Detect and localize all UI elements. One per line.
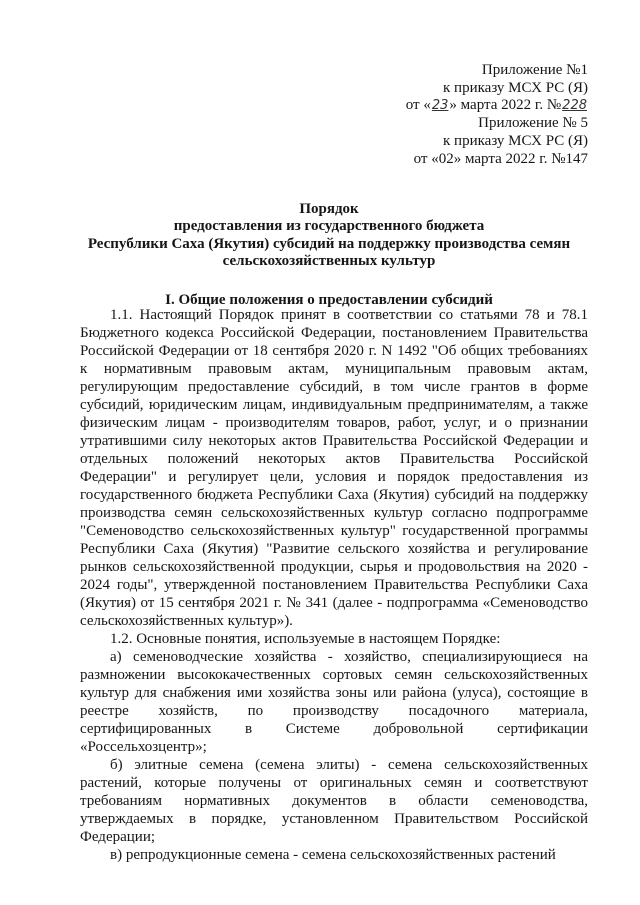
approval-2-date: от «02» марта 2022 г. №147 — [413, 150, 588, 167]
approval-1-order: к приказу МСХ РС (Я) — [443, 79, 588, 96]
approval-1-date — [330, 97, 588, 115]
document-body — [80, 306, 588, 864]
approval-1-title: Приложение №1 — [481, 62, 588, 78]
definition-a: а) семеноводческие хозяйства - хозяйство, специализирующиеся на размножении высококачественных сортовых семян сельскохозяйственных культур для снабжения ими хозяйства зоны или района (улуса), состоящие в реестре хозяйств, по производству посадочного материала, сертифицированных в Системе добровольной сертификации «Россельхозцентр»; — [80, 649, 588, 755]
title-line-4: сельскохозяйственных культур — [222, 253, 436, 270]
paragraph-1-2: 1.2. Основные понятия, используемые в настоящем Порядке: — [110, 631, 501, 647]
approval-2-title: Приложение № 5 — [478, 115, 588, 132]
approval-1-date-prefix: от « — [405, 97, 431, 114]
title-line-2: предоставления из государственного бюджета — [173, 218, 485, 235]
definition-b: б) элитные семена (семена элиты) - семена сельскохозяйственных растений, которые получены от оригинальных семян и соответствуют требованиям нормативных документов в области семеноводства, утверждаемых в порядке, установленном Правительством Российской Федерации; — [80, 757, 588, 845]
title-line-1: Порядок — [299, 201, 359, 217]
section-heading: I. Общие положения о предоставлении субсидий — [165, 292, 493, 308]
approval-2-order: к приказу МСХ РС (Я) — [443, 132, 588, 149]
approval-block — [330, 62, 588, 168]
approval-1-day-handwritten: 23 — [431, 98, 449, 114]
document-title — [70, 201, 588, 271]
definition-v: в) репродукционные семена - семена сельскохозяйственных растений — [110, 847, 556, 863]
approval-1-date-mid: » марта 2022 г. № — [449, 97, 562, 114]
approval-1-number-handwritten: 228 — [562, 98, 587, 114]
title-line-3: Республики Саха (Якутия) субсидий на поддержку производства семян — [87, 235, 571, 252]
paragraph-1-1: 1.1. Настоящий Порядок принят в соответствии со статьями 78 и 78.1 Бюджетного кодекса Российской Федерации, постановлением Правительства Российской Федерации от 18 сентября 2020 г. N 1492 "Об общих требованиях к нормативным правовым актам, муниципальным правовым актам, регулирующим предоставление субсидий, в том числе грантов в форме субсидий, юридическим лицам, индивидуальным предпринимателям, а также физическим лицам - производителям товаров, работ, услуг, и о признании утратившими силу некоторых актов Правительства Российской Федерации и отдельных положений некоторых актов Правительства Российской Федерации" и регулирует цели, условия и порядок предоставления из государственного бюджета Республики Саха (Якутия) субсидий на поддержку производства семян сельскохозяйственных культур согласно подпрограмме "Семеноводство сельскохозяйственных культур" государственной программы Республики Саха (Якутия) "Развитие сельского хозяйства и регулирование рынков сельскохозяйственной продукции, сырья и продовольствия на 2020 - 2024 годы", утвержденной постановлением Правительства Республики Саха (Якутия) от 15 сентября 2021 г. № 341 (далее - подпрограмма «Семеноводство сельскохозяйственных культур»). — [80, 307, 588, 629]
